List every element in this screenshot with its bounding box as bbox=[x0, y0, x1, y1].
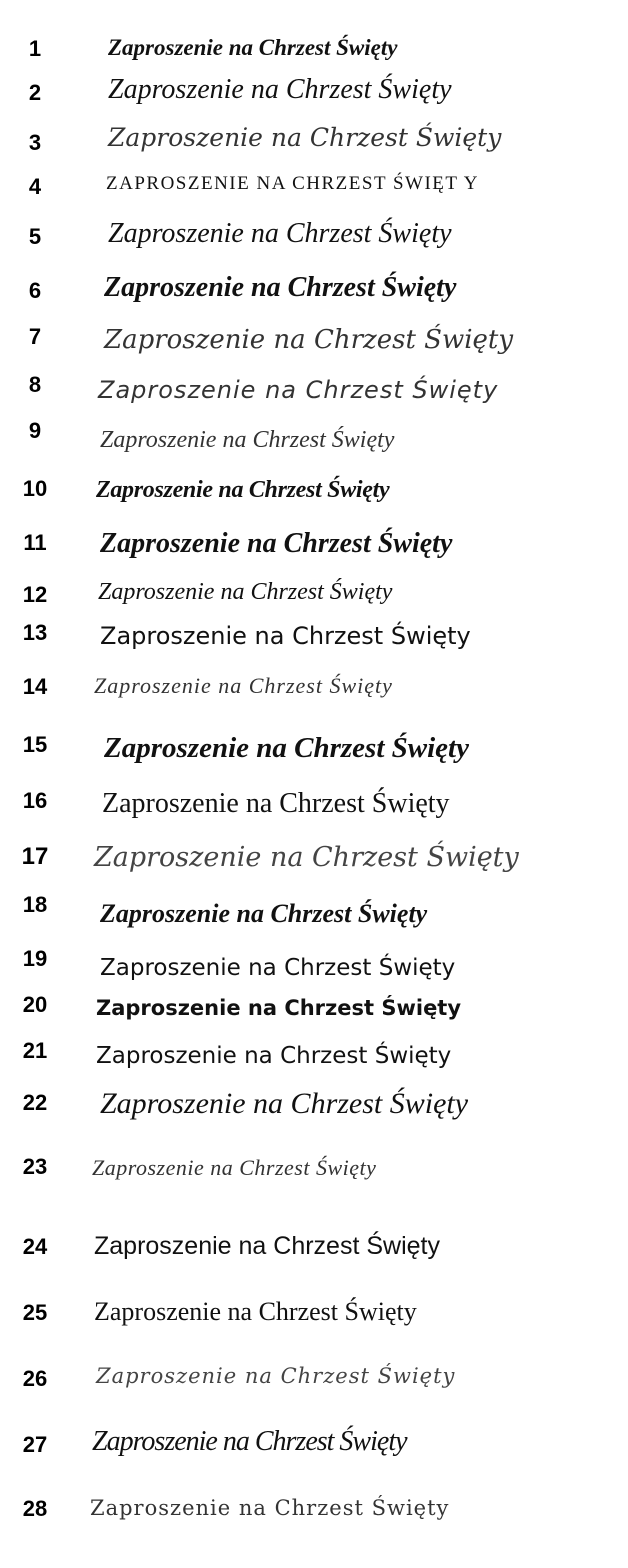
sample-text: Zaproszenie na Chrzest Święty bbox=[108, 218, 452, 249]
sample-number: 21 bbox=[22, 1038, 48, 1063]
sample-text: Zaproszenie na Chrzest Święty bbox=[94, 1297, 417, 1326]
sample-number: 12 bbox=[22, 582, 48, 607]
sample-text: Zaproszenie na Chrzest Święty bbox=[108, 74, 452, 105]
sample-text: Zaproszenie na Chrzest Święty bbox=[104, 272, 457, 303]
sample-text: Zaproszenie na Chrzest Święty bbox=[94, 1232, 440, 1260]
sample-text: Zaproszenie na Chrzest Święty bbox=[96, 1364, 456, 1388]
sample-number: 13 bbox=[22, 620, 48, 645]
sample-row bbox=[0, 570, 628, 622]
sample-number: 27 bbox=[22, 1432, 48, 1457]
sample-number: 15 bbox=[22, 732, 48, 757]
sample-text: Zaproszenie na Chrzest Święty bbox=[104, 325, 514, 355]
sample-text: Zaproszenie na Chrzest Święty bbox=[90, 1496, 450, 1520]
sample-text: Zaproszenie na Chrzest Święty bbox=[94, 673, 393, 698]
sample-number: 5 bbox=[28, 224, 42, 249]
sample-text: Zaproszenie na Chrzest Święty bbox=[108, 123, 502, 152]
sample-text: Zaproszenie na Chrzest Święty bbox=[102, 788, 450, 819]
sample-number: 4 bbox=[28, 174, 42, 199]
sample-row bbox=[0, 522, 628, 574]
sample-number: 26 bbox=[22, 1366, 48, 1391]
sample-text: Zaproszenie na Chrzest Święty bbox=[96, 996, 462, 1020]
sample-row bbox=[0, 1036, 628, 1088]
sample-row bbox=[0, 990, 628, 1042]
sample-text: Zaproszenie na Chrzest Święty bbox=[100, 899, 428, 928]
sample-row bbox=[0, 890, 628, 942]
sample-number: 20 bbox=[22, 992, 48, 1017]
sample-row bbox=[0, 1420, 628, 1472]
sample-row bbox=[0, 208, 628, 260]
sample-row bbox=[0, 1226, 628, 1278]
sample-number: 10 bbox=[22, 476, 48, 501]
sample-number: 19 bbox=[22, 946, 48, 971]
sample-number: 14 bbox=[22, 674, 48, 699]
sample-row bbox=[0, 616, 628, 668]
sample-text: Zaproszenie na Chrzest Święty bbox=[92, 1426, 407, 1457]
sample-number: 8 bbox=[28, 372, 42, 397]
sample-number: 25 bbox=[22, 1300, 48, 1325]
sample-number: 23 bbox=[22, 1154, 48, 1179]
sample-text: Zaproszenie na Chrzest Święty bbox=[104, 732, 469, 764]
sample-row bbox=[0, 316, 628, 368]
sample-text: Zaproszenie na Chrzest Święty bbox=[100, 528, 453, 559]
sample-number: 11 bbox=[23, 530, 47, 555]
sample-text: Zaproszenie na Chrzest Święty bbox=[98, 579, 393, 605]
sample-text: Zaproszenie na Chrzest Święty bbox=[100, 622, 471, 650]
sample-text: Zaproszenie na Chrzest Święty bbox=[108, 35, 398, 60]
sample-number: 18 bbox=[22, 892, 48, 917]
sample-text: Zaproszenie na Chrzest Święty bbox=[100, 427, 395, 453]
sample-number: 7 bbox=[28, 324, 42, 349]
sample-number: 24 bbox=[22, 1234, 48, 1259]
sample-row bbox=[0, 1084, 628, 1136]
sample-text: Zaproszenie na Chrzest Święty bbox=[100, 1087, 469, 1120]
sample-row bbox=[0, 366, 628, 418]
sample-number: 9 bbox=[28, 418, 42, 443]
sample-row bbox=[0, 664, 628, 716]
sample-row bbox=[0, 264, 628, 316]
sample-row bbox=[0, 416, 628, 468]
sample-number: 28 bbox=[22, 1496, 48, 1521]
sample-number: 2 bbox=[28, 80, 42, 105]
sample-row bbox=[0, 782, 628, 834]
sample-number: 1 bbox=[28, 36, 42, 61]
sample-number: 17 bbox=[21, 843, 49, 870]
sample-row bbox=[0, 70, 628, 122]
sample-text: Zaproszenie na Chrzest Święty bbox=[96, 477, 390, 503]
sample-row bbox=[0, 836, 628, 888]
sample-row bbox=[0, 1148, 628, 1200]
sample-text: Zaproszenie na Chrzest Święty bbox=[94, 842, 519, 873]
sample-number: 16 bbox=[22, 788, 48, 813]
sample-row bbox=[0, 1356, 628, 1408]
sample-number: 6 bbox=[28, 278, 42, 303]
sample-row bbox=[0, 1292, 628, 1344]
sample-number: 22 bbox=[22, 1090, 48, 1115]
sample-row bbox=[0, 726, 628, 778]
sample-row bbox=[0, 116, 628, 168]
sample-text: Zaproszenie na Chrzest Święty bbox=[100, 955, 456, 981]
sample-row bbox=[0, 1488, 628, 1540]
sample-text: Zaproszenie na Chrzest Święty bbox=[92, 1155, 377, 1180]
sample-text: Zaproszenie na Chrzest Święty bbox=[98, 376, 499, 404]
sample-text: Zaproszenie na Chrzest Święty bbox=[96, 1043, 452, 1069]
sample-text: ZAPROSZENIE NA CHRZEST ŚWIĘT Y bbox=[106, 173, 479, 194]
sample-number: 3 bbox=[28, 130, 42, 155]
sample-row bbox=[0, 470, 628, 522]
